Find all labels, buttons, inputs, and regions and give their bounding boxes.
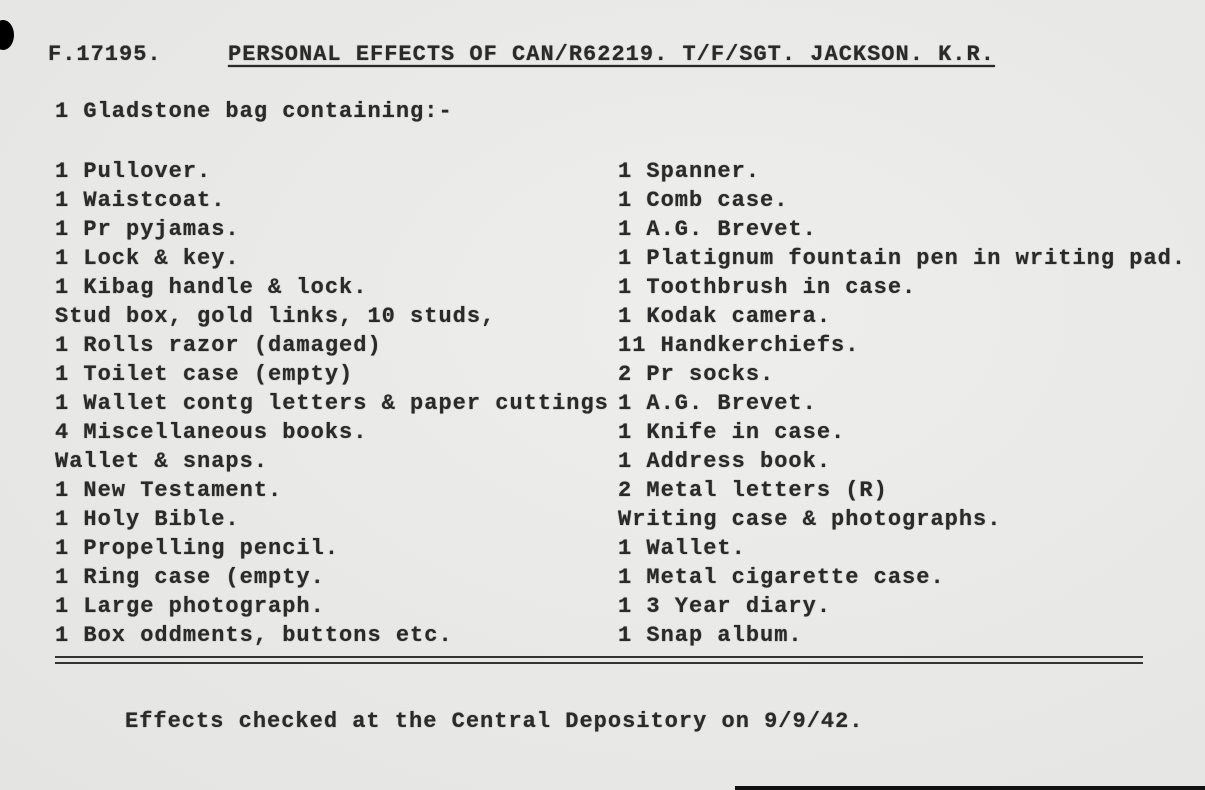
double-rule-divider	[55, 656, 1143, 664]
list-item: 1 A.G. Brevet.	[618, 217, 817, 242]
intro-line: 1 Gladstone bag containing:-	[55, 99, 453, 124]
left-item-list	[55, 158, 609, 651]
list-item: 1 Toilet case (empty)	[55, 362, 354, 387]
list-item: Writing case & photographs.	[618, 507, 1002, 532]
list-item: 1 Metal cigarette case.	[618, 565, 945, 590]
list-item: 1 Ring case (empty.	[55, 565, 325, 590]
list-item: 1 Toothbrush in case.	[618, 275, 917, 300]
list-item: 1 Pr pyjamas.	[55, 217, 240, 242]
list-item: Wallet & snaps.	[55, 449, 269, 474]
list-item: 1 Knife in case.	[618, 420, 846, 445]
list-item: 1 Comb case.	[618, 188, 789, 213]
list-item: 1 Spanner.	[618, 159, 761, 184]
list-item: Stud box, gold links, 10 studs,	[55, 304, 496, 329]
list-item: 1 New Testament.	[55, 478, 283, 503]
footer-note: Effects checked at the Central Depository on 9/9/42.	[125, 709, 864, 734]
list-item: 1 Kodak camera.	[618, 304, 832, 329]
list-item: 1 Holy Bible.	[55, 507, 240, 532]
list-item: 2 Pr socks.	[618, 362, 775, 387]
list-item: 1 Large photograph.	[55, 594, 325, 619]
list-item: 1 Box oddments, buttons etc.	[55, 623, 453, 648]
list-item: 1 3 Year diary.	[618, 594, 832, 619]
scan-edge	[735, 786, 1205, 790]
list-item: 1 Wallet contg letters & paper cuttings	[55, 391, 609, 416]
list-item: 11 Handkerchiefs.	[618, 333, 860, 358]
list-item: 1 Wallet.	[618, 536, 746, 561]
list-item: 1 Platignum fountain pen in writing pad.	[618, 246, 1187, 271]
document-title: PERSONAL EFFECTS OF CAN/R62219. T/F/SGT. JACKSON. K.R.	[228, 42, 995, 67]
right-item-list	[618, 158, 1186, 651]
list-item: 1 Address book.	[618, 449, 832, 474]
list-item: 1 Kibag handle & lock.	[55, 275, 368, 300]
list-item: 1 Pullover.	[55, 159, 212, 184]
list-item: 1 Rolls razor (damaged)	[55, 333, 382, 358]
list-item: 4 Miscellaneous books.	[55, 420, 368, 445]
list-item: 1 Lock & key.	[55, 246, 240, 271]
list-item: 2 Metal letters (R)	[618, 478, 888, 503]
file-reference: F.17195.	[48, 42, 162, 67]
list-item: 1 Waistcoat.	[55, 188, 226, 213]
list-item: 1 Snap album.	[618, 623, 803, 648]
list-item: 1 A.G. Brevet.	[618, 391, 817, 416]
list-item: 1 Propelling pencil.	[55, 536, 340, 561]
